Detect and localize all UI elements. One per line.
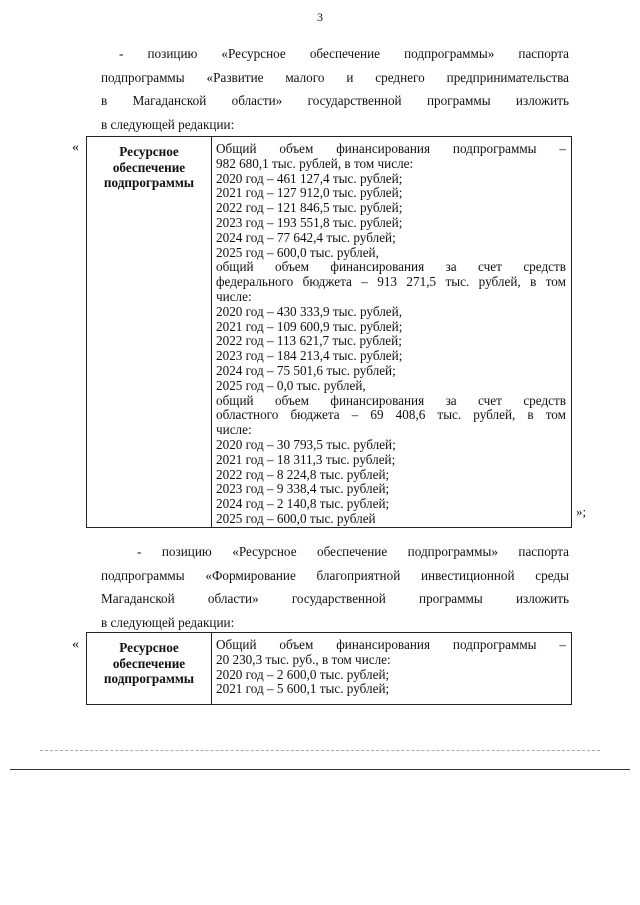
content-line: 2023 год – 9 338,4 тыс. рублей; — [216, 481, 390, 497]
intro-line: подпрограммы «Формирование благоприятной инвестиционной среды — [101, 567, 569, 583]
closing-quote: »; — [576, 504, 587, 519]
section2-intro — [101, 540, 569, 634]
content-line: общий объем финансирования за счет средств — [216, 259, 566, 275]
row-label-line: подпрограммы — [103, 175, 195, 190]
content-line: 2025 год – 0,0 тыс. рублей, — [216, 377, 366, 393]
content-line: 2021 год – 5 600,1 тыс. рублей; — [216, 681, 390, 697]
intro-line: подпрограммы «Развитие малого и среднего предпринимательства — [101, 69, 569, 85]
content-line: Общий объем финансирования подпрограммы – — [216, 141, 566, 156]
content-line: числе: — [216, 288, 252, 304]
content-line: общий объем финансирования за счет средств — [216, 392, 566, 408]
content-line: 2022 год – 121 846,5 тыс. рублей; — [216, 200, 403, 216]
intro-line: - позицию «Ресурсное обеспечение подпрограммы» паспорта — [119, 46, 569, 61]
content-line: 2021 год – 109 600,9 тыс. рублей; — [216, 318, 403, 334]
page-number: 3 — [317, 10, 323, 24]
content-line: 2020 год – 2 600,0 тыс. рублей; — [216, 666, 390, 682]
row-label-line: Ресурсное — [119, 640, 179, 655]
intro-line: в Магаданской области» государственной программы изложить — [101, 93, 569, 108]
scan-artifact-divider — [40, 750, 600, 751]
content-line: 2020 год – 30 793,5 тыс. рублей; — [216, 436, 396, 452]
content-line: 2020 год – 430 333,9 тыс. рублей, — [216, 303, 402, 319]
intro-line: - позицию «Ресурсное обеспечение подпрограммы» паспорта — [137, 544, 569, 559]
content-line: 2024 год – 77 642,4 тыс. рублей; — [216, 229, 396, 245]
content-line: 20 230,3 тыс. руб., в том числе: — [216, 651, 391, 667]
content-line: 2020 год – 461 127,4 тыс. рублей; — [216, 170, 403, 186]
intro-line: в следующей редакции: — [101, 614, 235, 630]
content-line: 2021 год – 127 912,0 тыс. рублей; — [216, 185, 403, 201]
content-line: 2023 год – 184 213,4 тыс. рублей; — [216, 348, 403, 364]
resource-table-2 — [86, 632, 572, 705]
content-line: 2025 год – 600,0 тыс. рублей — [216, 510, 376, 526]
content-line: 2024 год – 75 501,6 тыс. рублей; — [216, 362, 396, 378]
content-line: 2025 год – 600,0 тыс. рублей, — [216, 244, 379, 260]
content-line: 2024 год – 2 140,8 тыс. рублей; — [216, 496, 390, 512]
content-line: 2022 год – 113 621,7 тыс. рублей; — [216, 333, 402, 349]
opening-quote: « — [72, 140, 79, 155]
row-label-cell — [87, 633, 212, 705]
intro-line: в следующей редакции: — [101, 116, 235, 132]
content-line: областного бюджета – 69 408,6 тыс. рублей, в том — [216, 407, 566, 423]
content-line: 982 680,1 тыс. рублей, в том числе: — [216, 155, 414, 171]
page-bottom-rule — [10, 769, 630, 770]
funding-content-cell — [212, 633, 572, 705]
content-line: 2022 год – 8 224,8 тыс. рублей; — [216, 466, 390, 482]
content-line: Общий объем финансирования подпрограммы – — [216, 637, 566, 652]
row-label-line: обеспечение — [112, 655, 186, 671]
content-line: федерального бюджета – 913 271,5 тыс. рублей, в том — [216, 274, 566, 290]
resource-table-1 — [86, 136, 572, 528]
section1-intro — [101, 42, 569, 136]
intro-line: Магаданской области» государственной программы изложить — [101, 591, 569, 606]
content-line: 2021 год – 18 311,3 тыс. рублей; — [216, 451, 396, 467]
opening-quote: « — [72, 637, 79, 652]
row-label-line: Ресурсное — [119, 144, 179, 159]
row-label-cell — [87, 137, 212, 528]
funding-content-cell — [212, 137, 572, 528]
row-label-line: подпрограммы — [103, 671, 195, 686]
content-line: числе: — [216, 422, 252, 438]
content-line: 2023 год – 193 551,8 тыс. рублей; — [216, 214, 403, 230]
row-label-line: обеспечение — [112, 159, 186, 175]
